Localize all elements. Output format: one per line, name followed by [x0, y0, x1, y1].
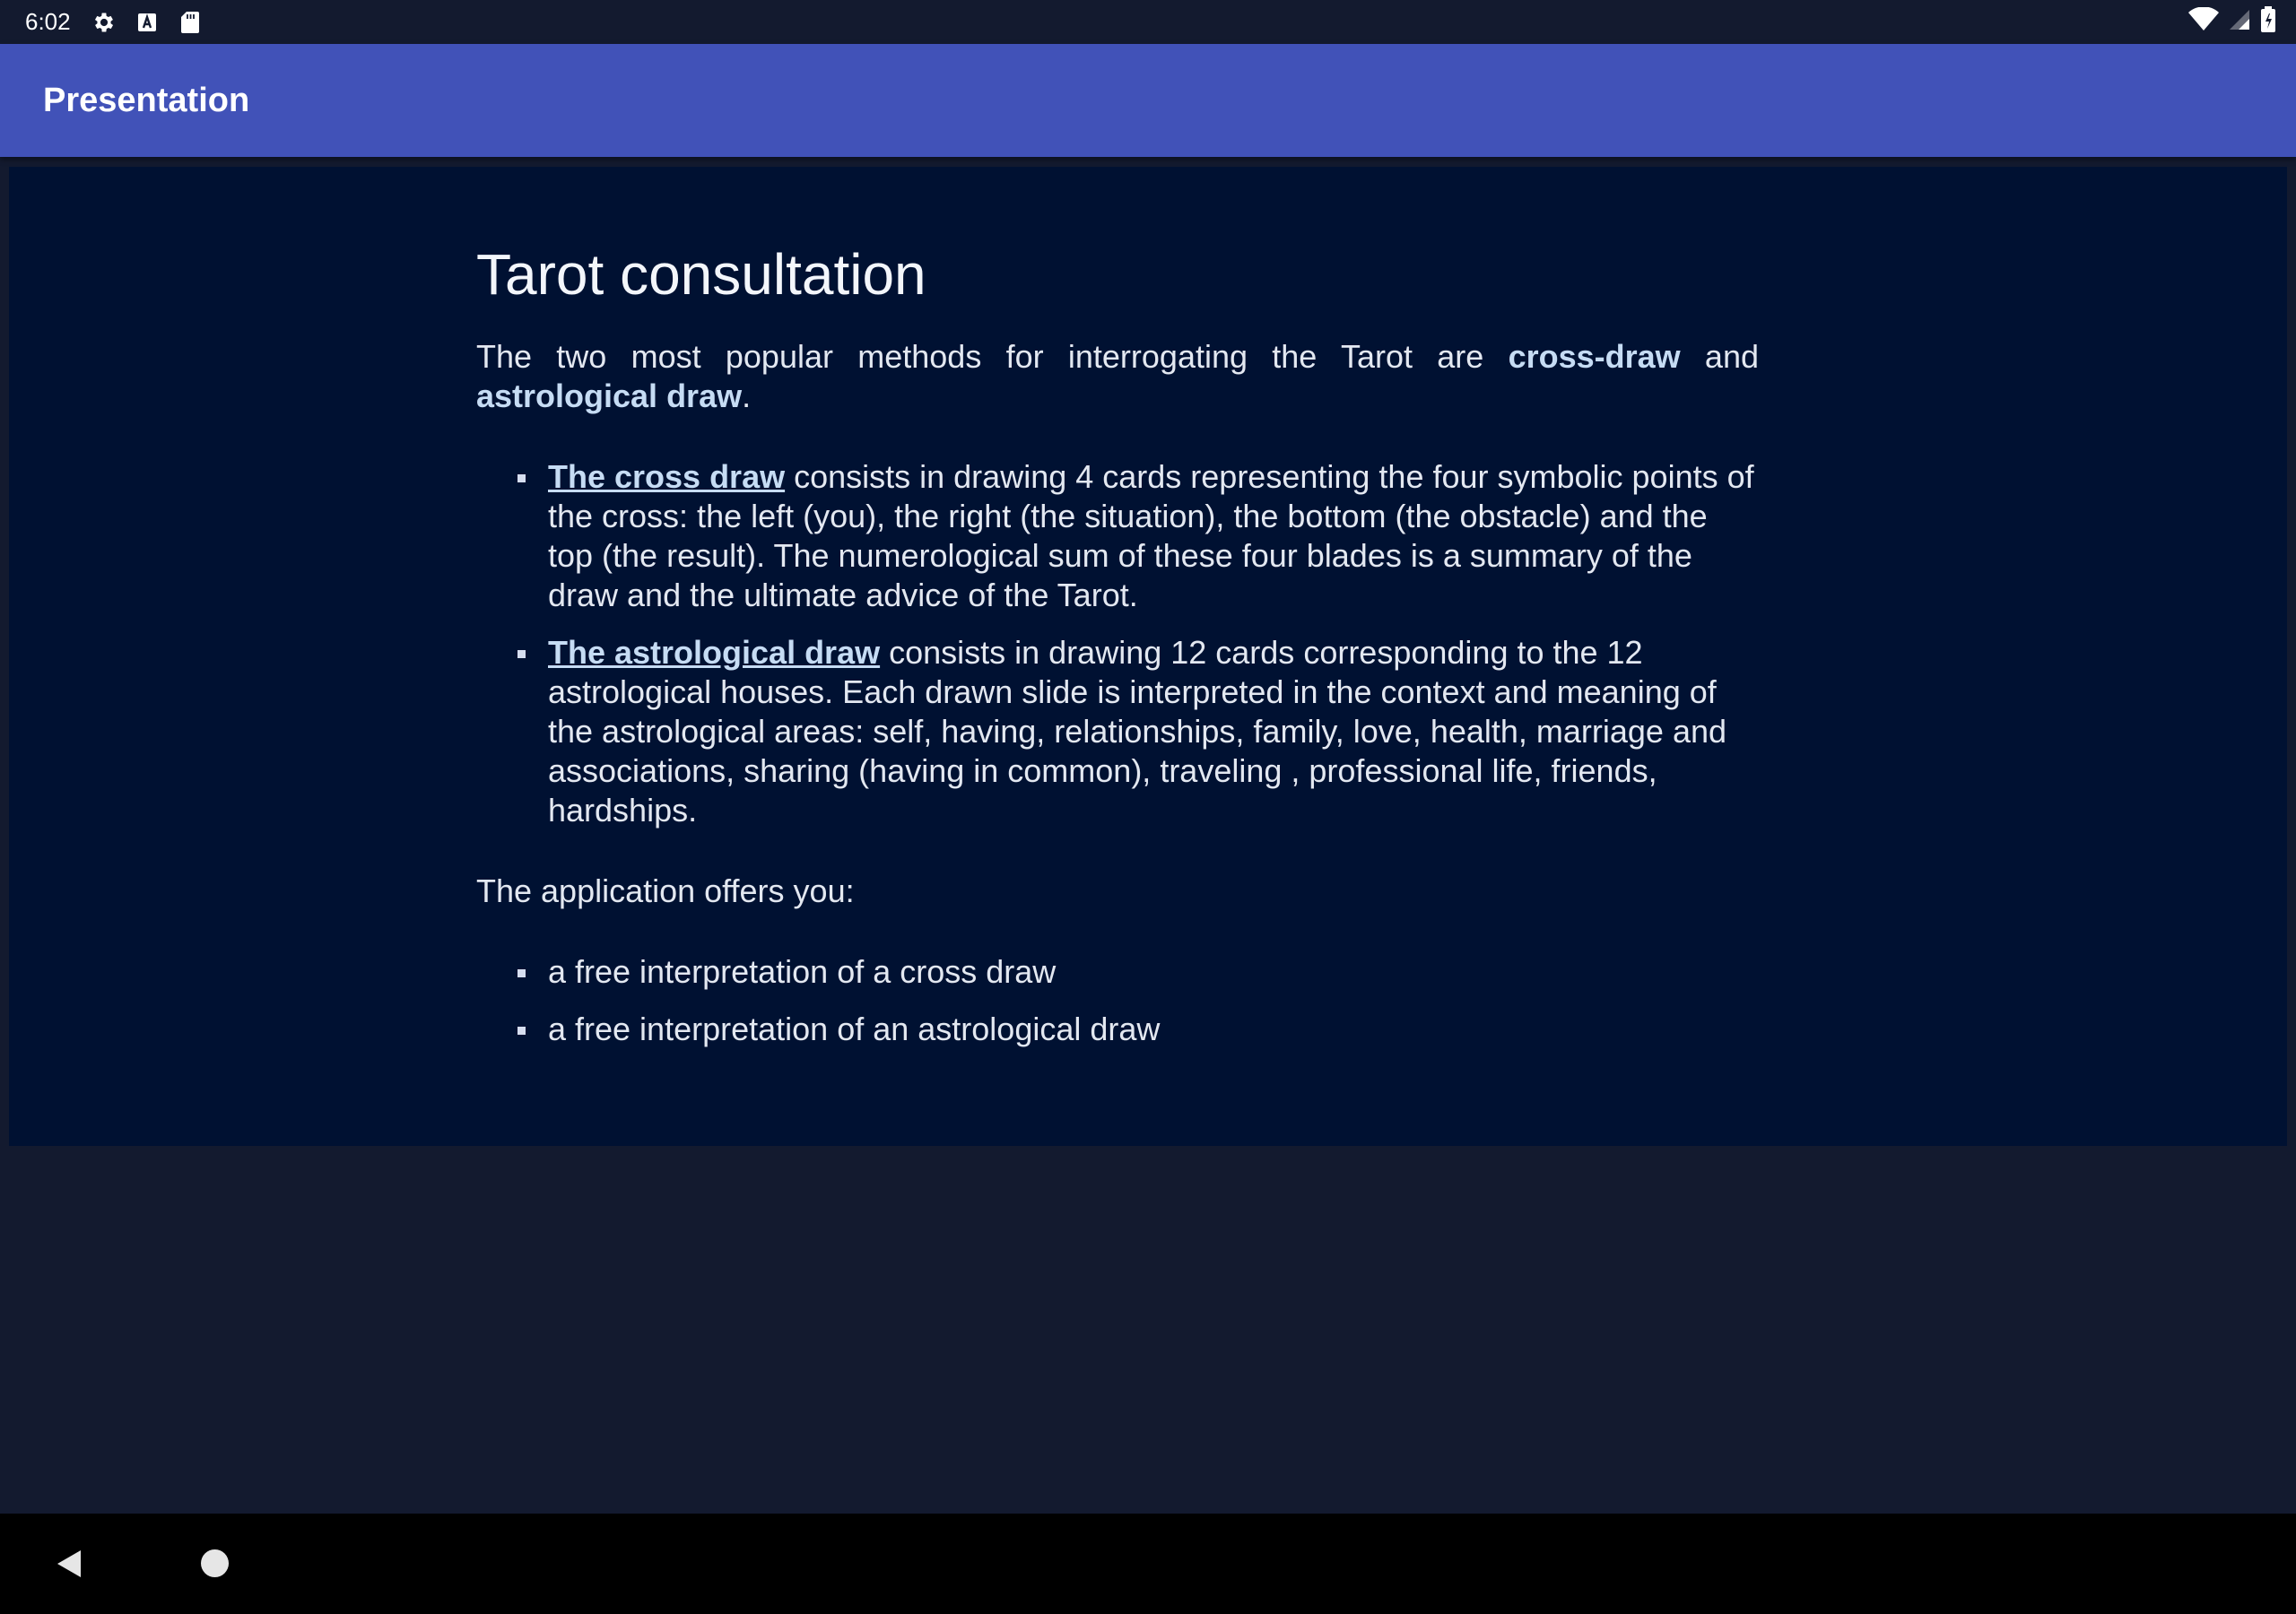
intro-text-before: The two most popular methods for interrogating the Tarot are — [476, 338, 1509, 375]
astrological-draw-description: consists in drawing 12 cards corresponding to the 12 astrological houses. Each drawn slide is interpreted in the context and meaning of the astrological areas: self, having, relationships, family, love, health, marriage and associations, sharing (having in common), traveling , professional life, friends, hardships. — [548, 634, 1727, 829]
battery-icon — [2260, 6, 2276, 38]
a-box-icon — [134, 9, 161, 36]
list-item: a free interpretation of a cross draw — [548, 952, 1759, 992]
page-title: Tarot consultation — [476, 242, 926, 307]
offers-list — [476, 952, 1759, 1049]
cell-signal-icon — [2228, 8, 2251, 36]
status-bar — [0, 0, 2296, 44]
status-time: 6:02 — [25, 8, 71, 35]
gear-icon — [91, 9, 117, 36]
intro-paragraph — [476, 337, 1759, 416]
wifi-icon — [2188, 7, 2219, 37]
cross-draw-link[interactable]: The cross draw — [548, 458, 786, 495]
cross-draw-description: consists in drawing 4 cards representing the four symbolic points of the cross: the left (you), the right (the situation), the bottom (the obstacle) and the top (the result). The numerological sum of these four blades is a summary of the draw and the ultimate advice of the Tarot. — [548, 458, 1754, 613]
back-icon[interactable] — [54, 1548, 86, 1580]
intro-term-astrological-draw: astrological draw — [476, 377, 743, 414]
sd-card-icon — [177, 9, 204, 36]
list-item — [548, 633, 1759, 830]
offers-intro: The application offers you: — [476, 872, 855, 909]
list-item — [548, 457, 1759, 615]
methods-list — [476, 457, 1759, 830]
intro-text-after: . — [742, 377, 752, 414]
app-title: Presentation — [43, 81, 250, 119]
navigation-bar — [0, 1514, 2296, 1614]
app-bar — [0, 44, 2296, 157]
article — [476, 239, 1759, 1067]
content-panel[interactable] — [9, 167, 2287, 1146]
home-icon[interactable] — [201, 1549, 229, 1577]
intro-term-cross-draw: cross-draw — [1508, 338, 1681, 375]
status-right-icons — [2188, 0, 2276, 44]
list-item: a free interpretation of an astrological draw — [548, 1010, 1759, 1049]
intro-text-middle: and — [1680, 338, 1759, 375]
astrological-draw-link[interactable]: The astrological draw — [548, 634, 881, 671]
